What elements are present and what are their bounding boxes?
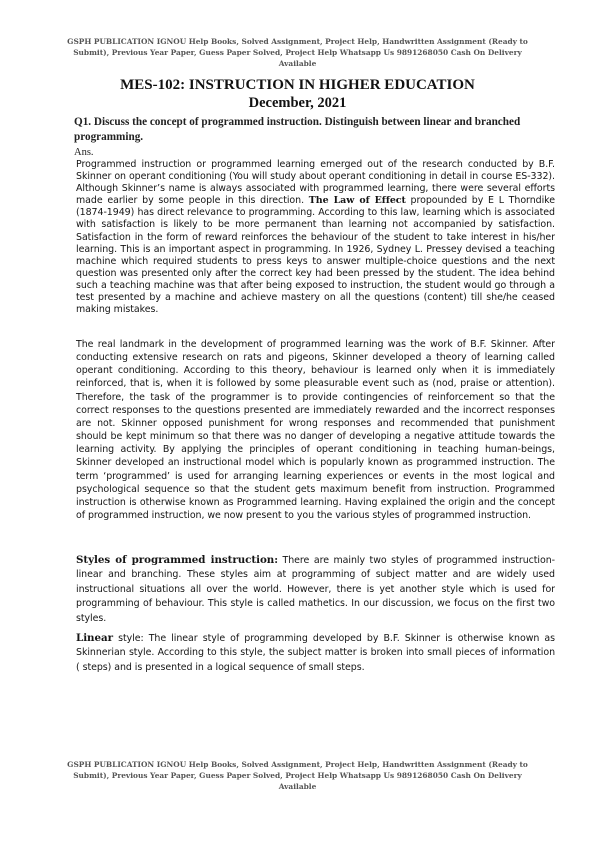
styles-heading: Styles of programmed instruction: <box>76 554 278 566</box>
question-text: Q1. Discuss the concept of programmed instruction. Distinguish between linear and branched programming. <box>74 116 521 143</box>
paragraph-styles <box>76 553 555 626</box>
paragraph-skinner: The real landmark in the development of programmed learning was the work of B.F. Skinner. After conducting extensive research on rats and pigeons, Skinner developed a theory of learning called operant conditioning. According to this theory, behaviour is learned only when it is immediately reinforced, that is, when it is followed by some pleasurable event such as (nod, praise or attention). Therefore, the task of the programmer is to provide contingencies of reinforcement so that the correct responses to the questions presented are immediately rewarded and the incorrect responses are not. Skinner opposed punishment for wrong responses and recommended that punishment should be kept minimum so that there was no danger of developing a negative attitude towards the learning activity. By applying the principles of operant conditioning in teaching human-beings, Skinner developed an instructional model which is popularly known as programmed instruction. The term ‘programmed’ is used for arranging learning experiences or events in the most logical and psychological sequence so that the student gets maximum benefit from instruction. Programmed instruction is otherwise known as Programmed learning. Having explained the origin and the concept of programmed instruction, we now present to you the various styles of programmed instruction. <box>76 339 555 522</box>
paragraph-linear-text: style: The linear style of programming developed by B.F. Skinner is otherwise known as Skinnerian style. According to this style, the subject matter is broken into small pieces of information ( steps) and is presented in a logical sequence of small steps. <box>76 633 555 673</box>
answer-label: Ans. <box>74 147 94 158</box>
paragraph-linear <box>76 631 555 675</box>
exam-date: December, 2021 <box>248 95 347 111</box>
law-of-effect-term: The Law of Effect <box>308 195 406 207</box>
paragraph-origin <box>76 159 555 316</box>
course-title: MES-102: INSTRUCTION IN HIGHER EDUCATION <box>120 77 475 93</box>
linear-heading: Linear <box>76 632 113 644</box>
footer-banner: GSPH PUBLICATION IGNOU Help Books, Solved Assignment, Project Help, Handwritten Assignment (Ready to Submit), Previous Year Paper, Guess Paper Solved, Project Help Whatsapp Us 9891268050 Cash On Delivery Available <box>67 760 528 791</box>
paragraph-styles-text: There are mainly two styles of programmed instruction-linear and branching. These styles aim at programming of subject matter and are widely used instructional situations all over the world. However, there is yet another style which is used for programming of behaviour. This style is called mathetics. In our discussion, we focus on the first two styles. <box>76 555 556 624</box>
paragraph-origin-text-a: Programmed instruction or programmed learning emerged out of the research conducted by B.F. Skinner on operant conditioning (You will study about operant conditioning in detail in course ES-332). Although Skinner’s name is always associated with programmed learning, there were several efforts made earlier by some people in this direction. <box>76 159 555 207</box>
paragraph-origin-text-b: propounded by E L Thorndike (1874-1949) has direct relevance to programming. According to this law, learning which is associated with satisfaction is likely to be more permanent than learning not accompanied by satisfaction. Satisfaction in the form of reward reinforces the behaviour of the student to take interest in his/her learning. This is an important aspect in programming. In 1926, Sydney L. Pressey devised a teaching machine which required students to press keys to answer multiple-choice questions and the next question was presented only after the correct key had been pressed by the student. The idea behind such a teaching machine was that after being exposed to instruction, the student would go through a test presented by a machine and achieve mastery on all the questions (content) till she/he ceased making mistakes. <box>76 195 555 316</box>
header-banner: GSPH PUBLICATION IGNOU Help Books, Solved Assignment, Project Help, Handwritten Assignment (Ready to Submit), Previous Year Paper, Guess Paper Solved, Project Help Whatsapp Us 9891268050 Cash On Delivery Available <box>67 37 528 68</box>
